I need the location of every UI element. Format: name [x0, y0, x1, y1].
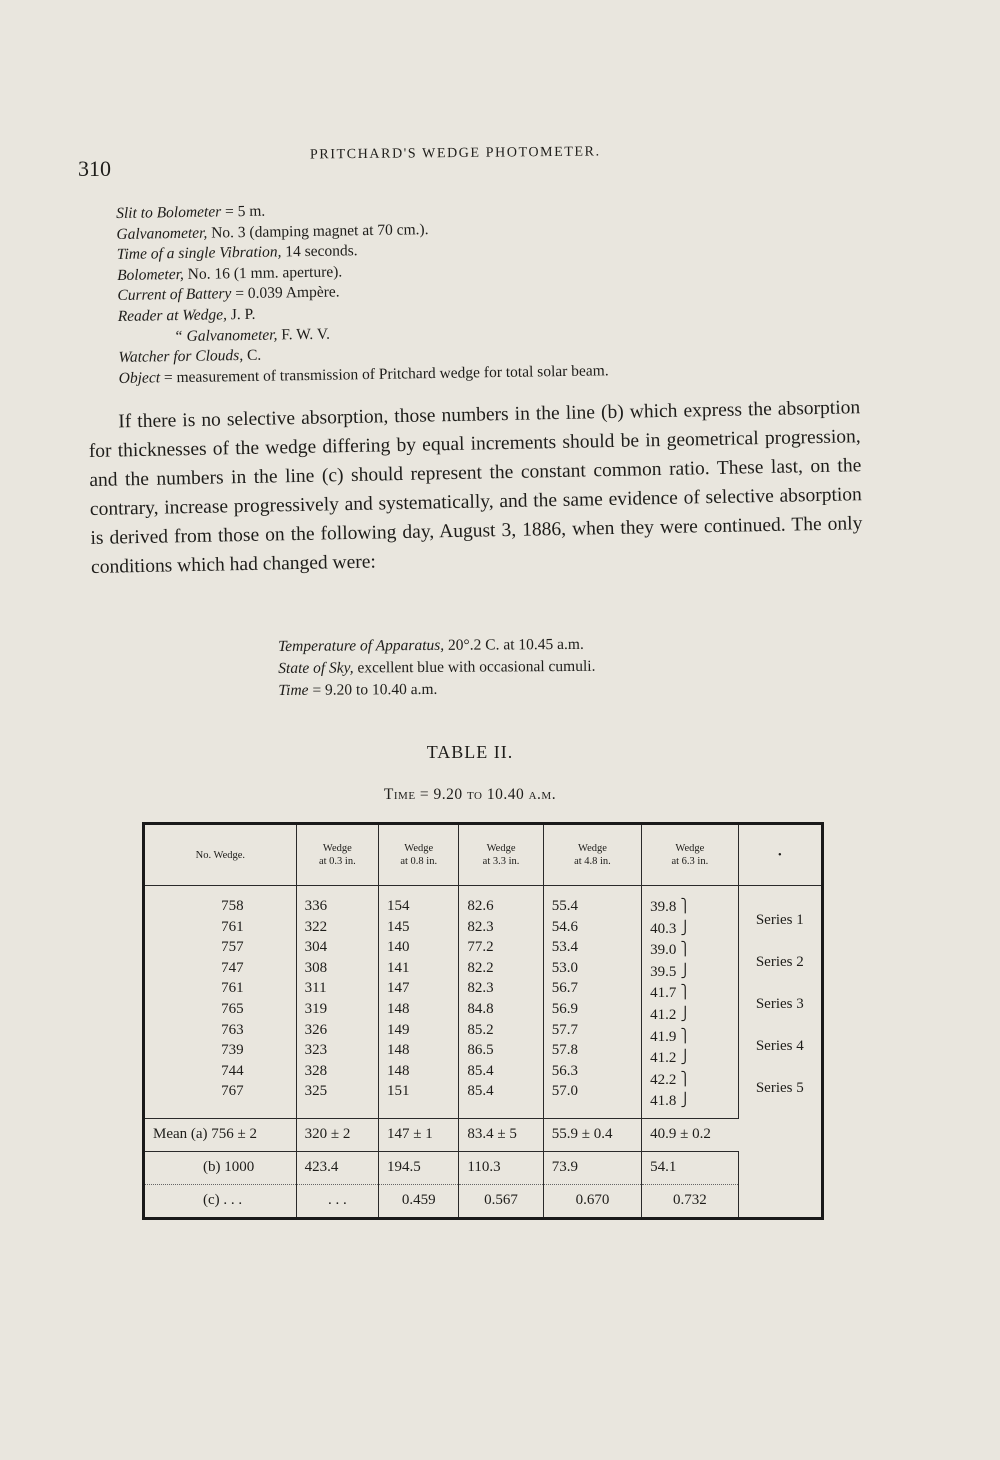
table-cell: 57.0: [551, 1083, 578, 1100]
table-cell: 56.9: [551, 1000, 578, 1017]
table-cell: 336: [304, 898, 328, 914]
table-cell: 41.7 ⎫: [650, 984, 691, 1002]
table-cell: 110.3: [459, 1151, 543, 1184]
table-cell: 145: [387, 918, 410, 935]
table-cell: 86.5: [467, 1042, 494, 1059]
table-cell: 57.8: [551, 1042, 578, 1059]
table-cell: 82.2: [467, 959, 494, 976]
table-cell: 148: [387, 1000, 410, 1017]
setup-label: Current of Battery: [117, 285, 232, 305]
table-cell: 311: [304, 980, 327, 997]
table-cell: 322: [304, 918, 328, 935]
brace-top-icon: ⎫: [680, 941, 691, 957]
table-cell: 85.4: [467, 1062, 494, 1079]
table-cell: 141: [387, 959, 410, 976]
table-cell: 761: [221, 980, 244, 997]
table-cell: 148: [387, 1062, 410, 1079]
mean-row: [144, 1118, 823, 1151]
table-cell: 0.567: [459, 1184, 543, 1218]
table-header-row: [144, 824, 823, 886]
setup-value: = measurement of transmission of Pritchard wedge for total solar beam.: [159, 362, 609, 387]
column-wedge-3-3: [459, 886, 543, 1119]
table-cell: 147 ± 1: [379, 1118, 459, 1151]
table-cell: 57.7: [551, 1021, 578, 1038]
table-cell: 0.732: [642, 1184, 738, 1218]
brace-top-icon: ⎫: [680, 1027, 691, 1043]
condition-label: Temperature of Apparatus,: [278, 636, 445, 655]
table-cell: 55.4: [551, 898, 578, 914]
table-cell: 761: [221, 918, 244, 935]
table-cell: 744: [221, 1062, 244, 1079]
table-cell: (b) 1000: [144, 1151, 297, 1184]
series-label: Series 3: [755, 996, 804, 1013]
table-cell: 154: [387, 898, 410, 914]
table-cell: 763: [221, 1021, 244, 1038]
column-wedge-4-8: [543, 886, 641, 1119]
table-cell: 149: [387, 1021, 410, 1038]
running-head: PRITCHARD'S WEDGE PHOTOMETER.: [309, 144, 601, 163]
table-cell: 423.4: [296, 1151, 378, 1184]
table-cell: 767: [221, 1083, 244, 1100]
column-wedge-6-3: [642, 886, 738, 1119]
header-no-wedge: No. Wedge.: [144, 824, 297, 886]
table-cell: 40.3 ⎭: [650, 919, 691, 937]
condition-label: Time: [278, 681, 309, 699]
series-label: Series 1: [755, 912, 804, 929]
table-cell: 56.7: [551, 980, 578, 997]
column-wedge-0-3: [296, 886, 378, 1119]
condition-value: = 9.20 to 10.40 a.m.: [308, 680, 438, 699]
table-cell: 82.3: [467, 980, 494, 997]
table-values: [144, 886, 823, 1119]
table-cell: 85.4: [467, 1083, 494, 1100]
brace-top-icon: ⎫: [680, 984, 691, 1000]
brace-bottom-icon: ⎭: [680, 1049, 691, 1065]
table-cell: [738, 1151, 822, 1184]
table-cell: 85.2: [467, 1021, 494, 1038]
table-cell: 148: [387, 1042, 410, 1059]
table-cell: 326: [304, 1021, 328, 1038]
table-cell: 747: [221, 959, 244, 976]
setup-value: No. 16 (1 mm. aperture).: [183, 263, 343, 283]
brace-top-icon: ⎫: [680, 1070, 691, 1086]
table-title: TABLE II.: [426, 742, 514, 762]
table-cell: 194.5: [379, 1151, 459, 1184]
changed-conditions: [278, 632, 798, 702]
header-wedge-0-3: Wedge at 0.3 in.: [296, 824, 378, 886]
table-cell: 304: [304, 939, 328, 956]
table-cell: 147: [387, 980, 410, 997]
table-cell: 84.8: [467, 1000, 494, 1017]
setup-value: C.: [242, 346, 262, 365]
table-cell: 54.6: [551, 918, 578, 935]
condition-label: State of Sky,: [278, 659, 354, 677]
table-cell: 39.0 ⎫: [650, 941, 691, 959]
brace-top-icon: ⎫: [680, 898, 691, 913]
table-cell: 328: [304, 1062, 328, 1079]
header-wedge-6-3: Wedge at 6.3 in.: [642, 824, 738, 886]
header-wedge-4-8: Wedge at 4.8 in.: [543, 824, 641, 886]
table-cell: 82.3: [467, 918, 494, 935]
b-row: [144, 1151, 823, 1184]
table-cell: 39.8 ⎫: [650, 898, 691, 915]
measurement-table: [142, 822, 824, 1220]
table-subtitle: Time = 9.20 to 10.40 a.m.: [383, 786, 557, 803]
column-wedge-0-8: [379, 886, 459, 1119]
header-wedge-3-3: Wedge at 3.3 in.: [459, 824, 543, 886]
header-series: •: [738, 824, 822, 886]
brace-bottom-icon: ⎭: [680, 1005, 691, 1021]
table-cell: 41.2 ⎭: [650, 1049, 691, 1067]
table-cell: 55.9 ± 0.4: [543, 1118, 641, 1151]
brace-bottom-icon: ⎭: [680, 919, 691, 935]
condition-value: excellent blue with occasional cumuli.: [353, 657, 596, 677]
setup-label: “ Galvanometer,: [173, 326, 278, 345]
table-cell: 54.1: [642, 1151, 738, 1184]
c-row: [144, 1184, 823, 1218]
table-cell: 53.0: [551, 959, 578, 976]
table-cell: 765: [221, 1000, 244, 1017]
table-cell: [738, 1184, 822, 1218]
table-cell: 758: [221, 898, 244, 914]
table-cell: 41.2 ⎭: [650, 1005, 691, 1023]
table-cell: 151: [387, 1083, 410, 1100]
table-summary: [144, 1118, 823, 1218]
table-cell: 0.670: [543, 1184, 641, 1218]
table-cell: 42.2 ⎫: [650, 1070, 691, 1088]
table-cell: 40.9 ± 0.2: [642, 1118, 738, 1151]
setup-label: Slit to Bolometer: [116, 203, 222, 222]
table-cell: 73.9: [543, 1151, 641, 1184]
column-series: [738, 886, 822, 1119]
setup-label: Time of a single Vibration,: [116, 243, 282, 264]
table-cell: 39.5 ⎭: [650, 962, 691, 980]
setup-label: Bolometer,: [116, 265, 184, 284]
table-cell: 56.3: [551, 1062, 578, 1079]
series-label: Series 2: [755, 954, 804, 971]
table-cell: 41.8 ⎭: [650, 1092, 691, 1110]
body-paragraph: [88, 393, 863, 582]
table-cell: (c) . . .: [144, 1184, 297, 1218]
setup-value: 14 seconds.: [281, 242, 358, 261]
table-cell: 0.459: [379, 1184, 459, 1218]
setup-value: F. W. V.: [277, 325, 331, 344]
table-cell: 308: [304, 959, 328, 976]
table-cell: 83.4 ± 5: [459, 1118, 543, 1151]
table-cell: 320 ± 2: [296, 1118, 378, 1151]
table-cell: . . .: [296, 1184, 378, 1218]
series-label: Series 4: [755, 1038, 804, 1055]
condition-line: [278, 676, 798, 702]
table-cell: 757: [221, 939, 244, 956]
table-cell: 323: [304, 1042, 328, 1059]
setup-label: Object: [118, 369, 161, 387]
table-cell: 140: [387, 939, 410, 956]
table-cell: 319: [304, 1000, 328, 1017]
table-cell: 41.9 ⎫: [650, 1027, 691, 1045]
setup-label: Watcher for Clouds,: [118, 347, 244, 367]
brace-bottom-icon: ⎭: [680, 1092, 691, 1108]
brace-bottom-icon: ⎭: [680, 962, 691, 978]
paragraph-text: If there is no selective absorption, those numbers in the line (b) which express the absorption for thicknesses of the wedge differing by equal increments should be in geometrical progression, and the numbers in the line (c) should represent the constant common ratio. These last, on the contrary, increase progressively and systematically, and the same evidence of selective absorption is derived from those on the following day, August 3, 1886, when they were continued. The only conditions which had changed were:: [88, 397, 863, 578]
setup-label: Galvanometer,: [116, 224, 208, 243]
experiment-setup: [116, 193, 819, 389]
column-no-wedge: [144, 886, 297, 1119]
table-cell: 77.2: [467, 939, 494, 956]
page-number: 310: [78, 156, 111, 181]
table-cell: 82.6: [467, 898, 494, 914]
table-cell: 53.4: [551, 939, 578, 956]
setup-value: J. P.: [226, 305, 256, 324]
condition-value: 20°.2 C. at 10.45 a.m.: [444, 635, 584, 654]
setup-value: = 0.039 Ampère.: [231, 283, 340, 303]
setup-value: = 5 m.: [221, 202, 266, 221]
setup-value: No. 3 (damping magnet at 70 cm.).: [207, 220, 429, 242]
table-cell: 325: [304, 1083, 328, 1100]
header-wedge-0-8: Wedge at 0.8 in.: [379, 824, 459, 886]
series-label: Series 5: [755, 1080, 804, 1097]
setup-label: Reader at Wedge,: [117, 306, 228, 325]
table-cell: Mean (a) 756 ± 2: [144, 1118, 297, 1151]
table-cell: 739: [221, 1042, 244, 1059]
